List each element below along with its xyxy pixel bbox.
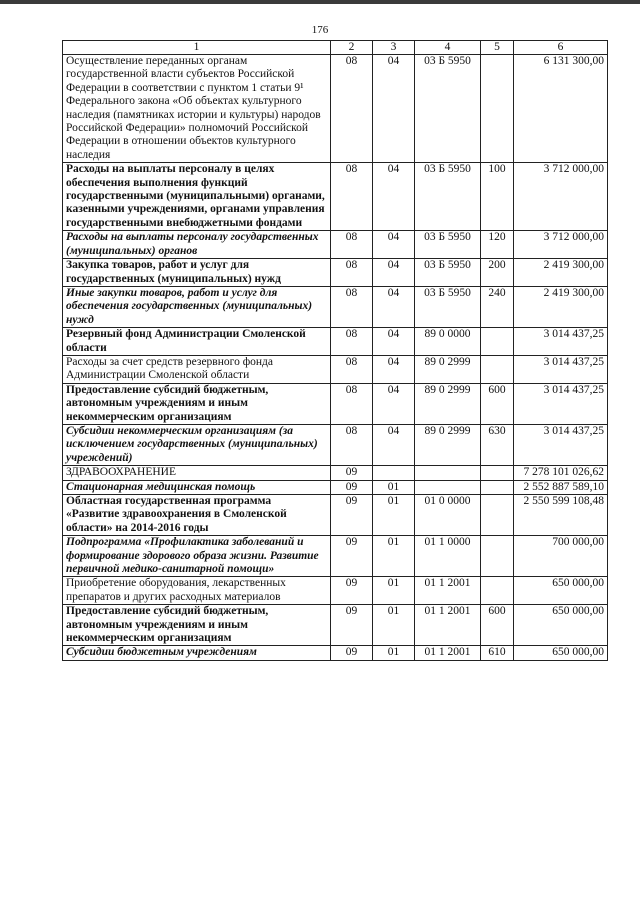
row-section: 09: [331, 495, 373, 536]
row-subsection: 04: [373, 328, 415, 356]
row-amount: 7 278 101 026,62: [514, 466, 608, 480]
header-col-2: 2: [331, 41, 373, 55]
page-number: 176: [311, 24, 329, 36]
row-subsection: 01: [373, 480, 415, 494]
row-subsection: [373, 466, 415, 480]
row-subsection: 01: [373, 536, 415, 577]
row-target-code: 03 Б 5950: [415, 286, 481, 327]
row-amount: 3 712 000,00: [514, 163, 608, 231]
row-name: Субсидии некоммерческим организациям (за исключением государственных (муниципальных) учреждений): [63, 424, 331, 465]
row-section: 08: [331, 383, 373, 424]
row-name: Предоставление субсидий бюджетным, автономным учреждениям и иным некоммерческим организациям: [63, 383, 331, 424]
row-expense-type: [481, 536, 514, 577]
row-target-code: [415, 466, 481, 480]
row-name: Закупка товаров, работ и услуг для государственных (муниципальных) нужд: [63, 259, 331, 287]
row-amount: 3 014 437,25: [514, 355, 608, 383]
row-subsection: 04: [373, 355, 415, 383]
table-row: [63, 646, 608, 660]
row-target-code: 01 1 2001: [415, 605, 481, 646]
row-amount: 2 550 599 108,48: [514, 495, 608, 536]
row-target-code: 03 Б 5950: [415, 163, 481, 231]
row-target-code: 03 Б 5950: [415, 259, 481, 287]
header-col-6: 6: [514, 41, 608, 55]
row-section: 08: [331, 355, 373, 383]
row-expense-type: 240: [481, 286, 514, 327]
row-subsection: 01: [373, 646, 415, 660]
row-amount: 700 000,00: [514, 536, 608, 577]
header-col-5: 5: [481, 41, 514, 55]
row-section: 09: [331, 646, 373, 660]
row-amount: 3 014 437,25: [514, 383, 608, 424]
row-target-code: 01 1 2001: [415, 577, 481, 605]
row-expense-type: 600: [481, 383, 514, 424]
row-subsection: 04: [373, 286, 415, 327]
row-section: 08: [331, 231, 373, 259]
row-section: 08: [331, 259, 373, 287]
table-row: [63, 55, 608, 163]
row-subsection: 04: [373, 163, 415, 231]
row-subsection: 01: [373, 605, 415, 646]
row-section: 09: [331, 577, 373, 605]
table-row: [63, 424, 608, 465]
row-section: 08: [331, 424, 373, 465]
table-row: [63, 605, 608, 646]
top-rule: [0, 0, 640, 4]
row-subsection: 01: [373, 495, 415, 536]
row-target-code: 01 0 0000: [415, 495, 481, 536]
row-target-code: 01 1 0000: [415, 536, 481, 577]
row-name: Подпрограмма «Профилактика заболеваний и формирование здорового образа жизни. Развитие первичной медико-санитарной помощи»: [63, 536, 331, 577]
row-subsection: 04: [373, 231, 415, 259]
row-amount: 2 419 300,00: [514, 259, 608, 287]
row-section: 09: [331, 466, 373, 480]
row-name: Расходы на выплаты персоналу в целях обеспечения выполнения функций государственными (муниципальными) органами, казенными учреждениями, органами управления государственными внебюджетными фондами: [63, 163, 331, 231]
table-row: [63, 328, 608, 356]
table-row: [63, 480, 608, 494]
row-amount: 2 552 887 589,10: [514, 480, 608, 494]
table-row: [63, 355, 608, 383]
row-target-code: [415, 480, 481, 494]
row-section: 09: [331, 605, 373, 646]
row-section: 08: [331, 328, 373, 356]
header-col-3: 3: [373, 41, 415, 55]
row-subsection: 04: [373, 259, 415, 287]
row-expense-type: [481, 577, 514, 605]
row-subsection: 04: [373, 55, 415, 163]
row-name: Расходы за счет средств резервного фонда Администрации Смоленской области: [63, 355, 331, 383]
row-target-code: 89 0 2999: [415, 355, 481, 383]
header-col-1: 1: [63, 41, 331, 55]
row-section: 09: [331, 480, 373, 494]
row-expense-type: [481, 355, 514, 383]
row-expense-type: [481, 328, 514, 356]
row-section: 09: [331, 536, 373, 577]
row-name: Осуществление переданных органам государственной власти субъектов Российской Федерации в соответствии с пунктом 1 статьи 9¹ Федерального закона «Об объектах культурного наследия (памятниках истории и культуры) народов Российской Федерации» полномочий Российской Федерации в отношении объектов культурного наследия: [63, 55, 331, 163]
row-name: Областная государственная программа «Развитие здравоохранения в Смоленской области» на 2014-2016 годы: [63, 495, 331, 536]
row-name: Иные закупки товаров, работ и услуг для обеспечения государственных (муниципальных) нужд: [63, 286, 331, 327]
row-name: Предоставление субсидий бюджетным, автономным учреждениям и иным некоммерческим организациям: [63, 605, 331, 646]
row-target-code: 89 0 2999: [415, 424, 481, 465]
row-section: 08: [331, 163, 373, 231]
row-expense-type: [481, 55, 514, 163]
row-expense-type: 630: [481, 424, 514, 465]
row-name: Расходы на выплаты персоналу государственных (муниципальных) органов: [63, 231, 331, 259]
row-amount: 3 014 437,25: [514, 424, 608, 465]
row-subsection: 04: [373, 383, 415, 424]
row-name: Приобретение оборудования, лекарственных препаратов и других расходных материалов: [63, 577, 331, 605]
row-section: 08: [331, 55, 373, 163]
row-name: ЗДРАВООХРАНЕНИЕ: [63, 466, 331, 480]
table-row: [63, 259, 608, 287]
header-col-4: 4: [415, 41, 481, 55]
row-expense-type: [481, 495, 514, 536]
row-expense-type: 120: [481, 231, 514, 259]
row-amount: 650 000,00: [514, 646, 608, 660]
table-row: [63, 383, 608, 424]
row-target-code: 03 Б 5950: [415, 231, 481, 259]
row-amount: 3 712 000,00: [514, 231, 608, 259]
row-name: Стационарная медицинская помощь: [63, 480, 331, 494]
table-row: [63, 163, 608, 231]
row-target-code: 03 Б 5950: [415, 55, 481, 163]
row-expense-type: [481, 466, 514, 480]
row-amount: 650 000,00: [514, 577, 608, 605]
row-amount: 3 014 437,25: [514, 328, 608, 356]
row-amount: 650 000,00: [514, 605, 608, 646]
row-section: 08: [331, 286, 373, 327]
row-subsection: 01: [373, 577, 415, 605]
row-target-code: 89 0 2999: [415, 383, 481, 424]
table-row: [63, 231, 608, 259]
header-row: [63, 41, 608, 55]
row-expense-type: 100: [481, 163, 514, 231]
row-expense-type: 610: [481, 646, 514, 660]
table-row: [63, 286, 608, 327]
row-name: Резервный фонд Администрации Смоленской области: [63, 328, 331, 356]
row-amount: 6 131 300,00: [514, 55, 608, 163]
table-row: [63, 536, 608, 577]
row-expense-type: 600: [481, 605, 514, 646]
row-amount: 2 419 300,00: [514, 286, 608, 327]
row-subsection: 04: [373, 424, 415, 465]
row-expense-type: [481, 480, 514, 494]
table-row: [63, 577, 608, 605]
table-row: [63, 466, 608, 480]
row-target-code: 89 0 0000: [415, 328, 481, 356]
row-expense-type: 200: [481, 259, 514, 287]
budget-table: [62, 40, 608, 661]
row-name: Субсидии бюджетным учреждениям: [63, 646, 331, 660]
table-row: [63, 495, 608, 536]
row-target-code: 01 1 2001: [415, 646, 481, 660]
